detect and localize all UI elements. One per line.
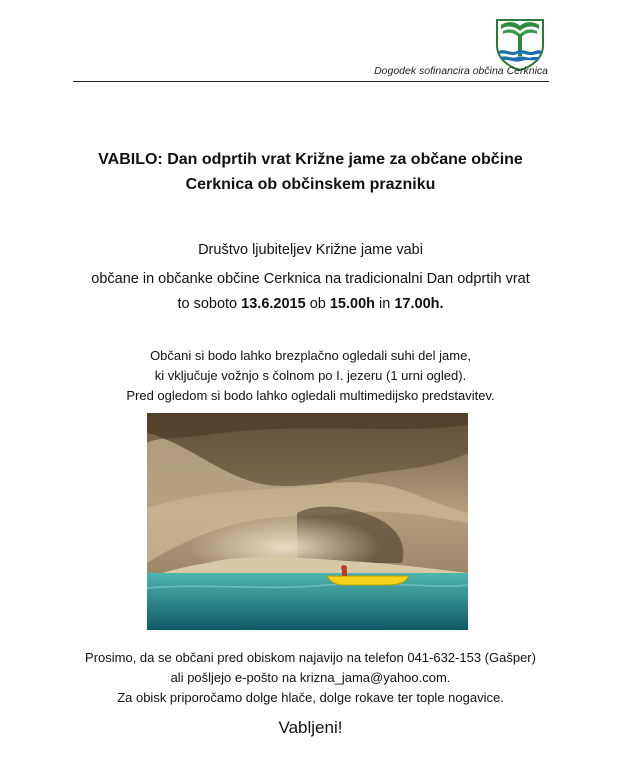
title-line-2: Cerknica ob občinskem prazniku: [185, 176, 436, 193]
details-line-2: ki vključuje vožnjo s čolnom po I. jezeru (1 urni ogled).: [154, 368, 467, 383]
event-time-2: 17.00h.: [394, 296, 444, 312]
event-date: 13.6.2015: [241, 296, 306, 312]
invitation-line-1: Društvo ljubiteljev Križne jame vabi: [198, 242, 423, 258]
cave-lake-boat-photo: [147, 413, 468, 630]
invitation-text: [20, 238, 601, 317]
details-line-3: Pred ogledom si bodo lahko ogledali multimedijsko predstavitev.: [126, 388, 495, 403]
invitation-prefix: to soboto: [177, 296, 242, 312]
contact-info: [20, 648, 601, 708]
municipality-crest-icon: [493, 17, 547, 71]
contact-line-3: Za obisk priporočamo dolge hlače, dolge rokave ter tople nogavice.: [117, 690, 504, 705]
contact-line-2: ali pošljejo e-pošto na krizna_jama@yahoo.com.: [170, 670, 451, 685]
visit-details: [20, 346, 601, 406]
event-time-1: 15.00h: [329, 296, 376, 312]
details-line-1: Občani si bodo lahko brezplačno ogledali suhi del jame,: [150, 348, 471, 363]
contact-line-1: Prosimo, da se občani pred obiskom najavijo na telefon 041-632-153 (Gašper): [85, 650, 536, 665]
header-divider: [73, 81, 549, 82]
invitation-line-2: občane in občanke občine Cerknica na tradicionalni Dan odprtih vrat: [91, 271, 530, 287]
invitation-and: in: [375, 296, 395, 312]
closing-greeting: Vabljeni!: [278, 718, 343, 737]
invitation-at: ob: [305, 296, 330, 312]
invitation-line-3: [20, 292, 601, 317]
sponsor-note: Dogodek sofinancira občina Cerknica: [374, 65, 548, 77]
invitation-title: [40, 147, 581, 197]
title-line-1: VABILO: Dan odprtih vrat Križne jame za občane občine: [98, 151, 523, 168]
